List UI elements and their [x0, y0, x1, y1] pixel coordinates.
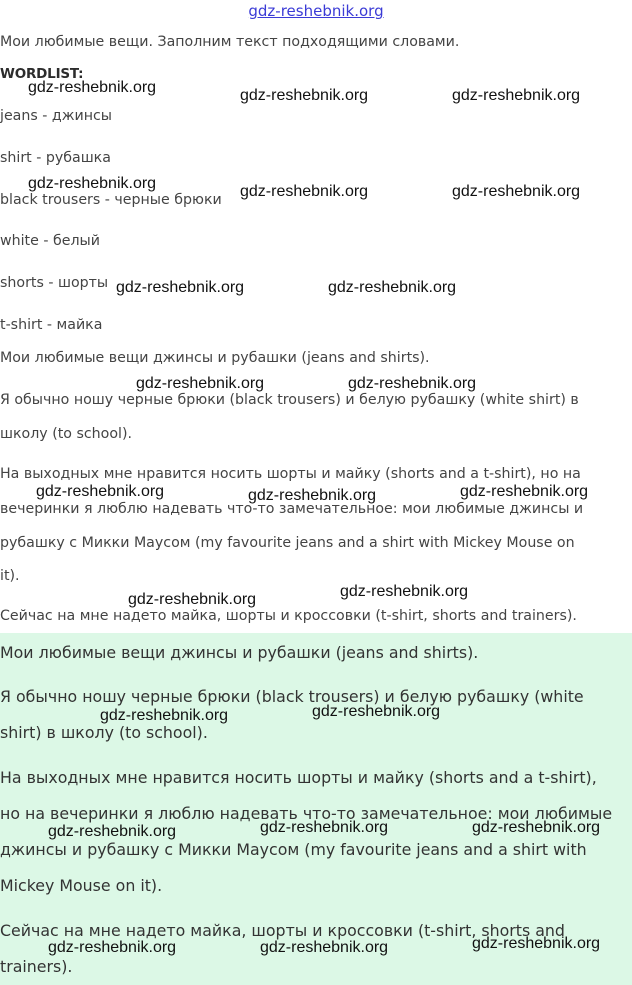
- watermark: gdz-reshebnik.org: [48, 823, 177, 840]
- watermark: gdz-reshebnik.org: [452, 87, 581, 104]
- text-line: it).: [0, 568, 20, 584]
- watermark: gdz-reshebnik.org: [460, 483, 589, 500]
- answer-line: Mickey Mouse on it).: [0, 876, 163, 895]
- watermark: gdz-reshebnik.org: [260, 819, 389, 836]
- watermark: gdz-reshebnik.org: [348, 375, 477, 392]
- watermark: gdz-reshebnik.org: [472, 935, 601, 952]
- wordlist-item: t-shirt - майка: [0, 317, 103, 333]
- answer-line: но на вечеринки я люблю надевать что-то замечательное: мои любимые: [0, 804, 613, 823]
- watermark: gdz-reshebnik.org: [340, 583, 469, 600]
- watermark: gdz-reshebnik.org: [136, 375, 265, 392]
- answer-line: Мои любимые вещи джинсы и рубашки (jeans and shirts).: [0, 643, 479, 662]
- text-line: школу (to school).: [0, 426, 133, 442]
- watermark: gdz-reshebnik.org: [240, 183, 369, 200]
- text-line: рубашку с Микки Маусом (my favourite jeans and a shirt with Mickey Mouse on: [0, 535, 575, 551]
- answer-line: Сейчас на мне надето майка, шорты и кроссовки (t-shirt, shorts and: [0, 921, 565, 940]
- answer-line: trainers).: [0, 957, 73, 976]
- text-line: На выходных мне нравится носить шорты и майку (shorts and a t-shirt), но на: [0, 466, 581, 482]
- watermark: gdz-reshebnik.org: [116, 279, 245, 296]
- watermark: gdz-reshebnik.org: [472, 819, 601, 836]
- wordlist-heading: WORDLIST:: [0, 66, 84, 82]
- watermark: gdz-reshebnik.org: [260, 939, 389, 956]
- watermark: gdz-reshebnik.org: [28, 175, 157, 192]
- answer-line: На выходных мне нравится носить шорты и майку (shorts and a t-shirt),: [0, 768, 597, 787]
- watermark: gdz-reshebnik.org: [100, 707, 229, 724]
- watermark: gdz-reshebnik.org: [28, 79, 157, 96]
- watermark: gdz-reshebnik.org: [328, 279, 457, 296]
- text-line: Я обычно ношу черные брюки (black trousers) и белую рубашку (white shirt) в: [0, 392, 579, 408]
- text-line: Сейчас на мне надето майка, шорты и кроссовки (t-shirt, shorts and trainers).: [0, 608, 577, 624]
- watermark: gdz-reshebnik.org: [248, 487, 377, 504]
- answer-line: shirt) в школу (to school).: [0, 723, 208, 742]
- watermark: gdz-reshebnik.org: [312, 703, 441, 720]
- wordlist-item: shirt - рубашка: [0, 150, 111, 166]
- wordlist-item: shorts - шорты: [0, 275, 109, 291]
- watermark: gdz-reshebnik.org: [240, 87, 369, 104]
- wordlist-item: jeans - джинсы: [0, 108, 112, 124]
- watermark: gdz-reshebnik.org: [48, 939, 177, 956]
- site-link[interactable]: gdz-reshebnik.org: [248, 2, 384, 20]
- wordlist-item: white - белый: [0, 233, 100, 249]
- watermark: gdz-reshebnik.org: [36, 483, 165, 500]
- task-instruction: Мои любимые вещи. Заполним текст подходящими словами.: [0, 34, 460, 50]
- answer-line: Я обычно ношу черные брюки (black trousers) и белую рубашку (white: [0, 687, 584, 706]
- watermark: gdz-reshebnik.org: [128, 591, 257, 608]
- answer-block: [0, 633, 632, 985]
- text-line: вечеринки я люблю надевать что-то замечательное: мои любимые джинсы и: [0, 501, 584, 517]
- wordlist-item: black trousers - черные брюки: [0, 192, 222, 208]
- answer-line: джинсы и рубашку с Микки Маусом (my favourite jeans and a shirt with: [0, 840, 587, 859]
- watermark: gdz-reshebnik.org: [452, 183, 581, 200]
- text-line: Мои любимые вещи джинсы и рубашки (jeans and shirts).: [0, 350, 430, 366]
